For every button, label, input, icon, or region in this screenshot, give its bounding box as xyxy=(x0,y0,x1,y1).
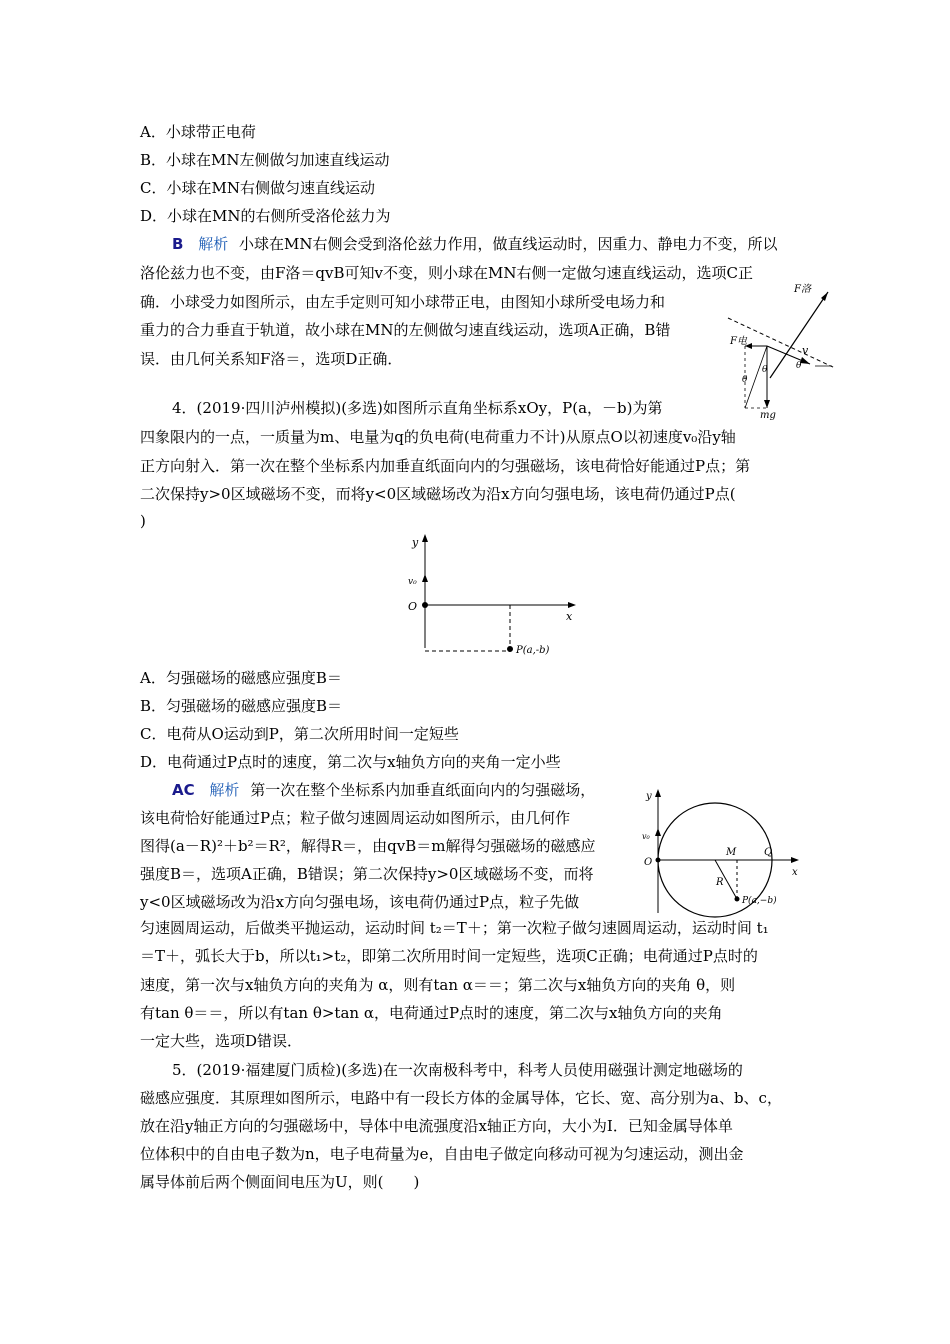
q4-stem-line: ) xyxy=(140,512,146,530)
q3-option-a: A．小球带正电荷 xyxy=(140,123,256,141)
radius-r-label: R xyxy=(716,877,724,888)
f-electric-label: F电 xyxy=(730,336,747,347)
q4-stem-line: 二次保持y>0区域磁场不变，而将y<0区域磁场改为沿x方向匀强电场，该电荷仍通过P点( xyxy=(140,485,736,503)
y-axis-label: y xyxy=(412,536,419,549)
q3-solution-line: 误．由几何关系知F洛＝，选项D正确． xyxy=(140,350,403,368)
q4-solution-line: 速度，第一次与x轴负方向的夹角为 α，则有tan α＝＝；第二次与x轴负方向的夹角 θ，则 xyxy=(140,976,736,994)
theta-label: θ xyxy=(742,375,748,385)
v0-label: v₀ xyxy=(642,832,650,841)
mg-label: mg xyxy=(760,410,776,421)
q3-analysis-label: 解析 xyxy=(198,235,229,253)
q4-stem-line: 正方向射入．第一次在整个坐标系内加垂直纸面向内的匀强磁场，该电荷恰好能通过P点；第 xyxy=(140,457,751,475)
f-lorentz-label: F洛 xyxy=(794,284,811,295)
q4-option-d: D．电荷通过P点时的速度，第二次与x轴负方向的夹角一定小些 xyxy=(140,753,561,771)
q3-solution-line: 重力的合力垂直于轨道，故小球在MN的左侧做匀速直线运动，选项A正确，B错 xyxy=(140,321,671,339)
q3-solution-line: 洛伦兹力也不变，由F洛＝qvB可知v不变，则小球在MN右侧一定做匀速直线运动，选项C正 xyxy=(140,264,753,282)
q4-stem-line: 4．(2019·四川泸州模拟)(多选)如图所示直角坐标系xOy，P(a，－b)为第 xyxy=(172,399,663,417)
q4-solution-line: ＝T＋，弧长大于b，所以t₁>t₂，即第二次所用时间一定短些，选项C正确；电荷通过P点时的 xyxy=(140,947,758,965)
q5-stem-line: 放在沿y轴正方向的匀强磁场中，导体中电流强度沿x轴正方向，大小为I．已知金属导体单 xyxy=(140,1117,733,1135)
q4-analysis-label: 解析 xyxy=(209,781,240,799)
q3-option-d: D．小球在MN的右侧所受洛伦兹力为 xyxy=(140,207,391,225)
q4-solution-text: 第一次在整个坐标系内加垂直纸面向内的匀强磁场， xyxy=(250,781,596,799)
q5-stem-line: 位体积中的自由电子数为n，电子电荷量为e，自由电子做定向移动可视为匀速运动，测出金 xyxy=(140,1145,744,1163)
q4-answer: AC xyxy=(172,781,195,799)
q3-solution-text: 小球在MN右侧会受到洛伦兹力作用，做直线运动时，因重力、静电力不变，所以 xyxy=(239,235,778,253)
theta-label: θ xyxy=(762,365,768,375)
theta-label: θ xyxy=(796,361,802,371)
q4-option-c: C．电荷从O运动到P，第二次所用时间一定短些 xyxy=(140,725,459,743)
q3-option-b: B．小球在MN左侧做匀加速直线运动 xyxy=(140,151,390,169)
point-q-label: Q xyxy=(764,847,773,858)
q5-stem-line: 5．(2019·福建厦门质检)(多选)在一次南极科考中，科考人员使用磁强计测定地磁场的 xyxy=(172,1061,743,1079)
q4-stem-line: 四象限内的一点，一质量为m、电量为q的负电荷(电荷重力不计)从原点O以初速度v₀沿y轴 xyxy=(140,428,736,446)
q4-solution-line: 一定大些，选项D错误． xyxy=(140,1032,303,1050)
point-p-label: P(a,-b) xyxy=(516,645,550,656)
q5-stem-line: 属导体前后两个侧面间电压为U，则( ) xyxy=(140,1173,420,1191)
q4-solution-line xyxy=(172,780,595,800)
q4-solution-line: 匀速圆周运动，后做类平抛运动，运动时间 t₂＝T＋；第一次粒子做匀速圆周运动，运动时间 t₁ xyxy=(140,919,769,937)
x-axis-label: x xyxy=(566,610,573,623)
origin-label: O xyxy=(644,857,653,868)
q3-option-c: C．小球在MN右侧做匀速直线运动 xyxy=(140,179,375,197)
origin-label: O xyxy=(408,600,418,613)
q3-answer: B xyxy=(172,235,184,253)
q3-force-diagram xyxy=(720,278,850,421)
point-p-label: P(a,−b) xyxy=(742,896,777,906)
center-m-label: M xyxy=(726,847,737,858)
v0-label: v₀ xyxy=(408,577,417,587)
q4-coordinate-figure xyxy=(400,530,590,660)
q4-solution-line: 强度B＝，选项A正确，B错误；第二次保持y>0区域磁场不变，而将 xyxy=(140,865,594,883)
q3-solution-line: 确．小球受力如图所示，由左手定则可知小球带正电，由图知小球所受电场力和 xyxy=(140,293,666,311)
q4-circle-figure xyxy=(640,785,810,915)
y-axis-label: y xyxy=(646,791,652,802)
q4-solution-line: 该电荷恰好能通过P点；粒子做匀速圆周运动如图所示，由几何作 xyxy=(140,809,571,827)
q4-option-b: B．匀强磁场的磁感应强度B＝ xyxy=(140,697,343,715)
q4-solution-line: y<0区域磁场改为沿x方向匀强电场，该电荷仍通过P点，粒子先做 xyxy=(140,893,580,911)
q3-solution-line xyxy=(172,234,778,254)
q5-stem-line: 磁感应强度．其原理如图所示，电路中有一段长方体的金属导体，它长、宽、高分别为a、b、c， xyxy=(140,1089,782,1107)
v-label: v xyxy=(802,344,809,357)
q4-solution-line: 有tan θ＝＝，所以有tan θ>tan α，电荷通过P点时的速度，第二次与x轴负方向的夹角 xyxy=(140,1004,723,1022)
x-axis-label: x xyxy=(792,867,798,878)
q4-solution-line: 图得(a－R)²＋b²＝R²，解得R＝，由qvB＝m解得匀强磁场的磁感应 xyxy=(140,837,596,855)
q4-option-a: A．匀强磁场的磁感应强度B＝ xyxy=(140,669,342,687)
